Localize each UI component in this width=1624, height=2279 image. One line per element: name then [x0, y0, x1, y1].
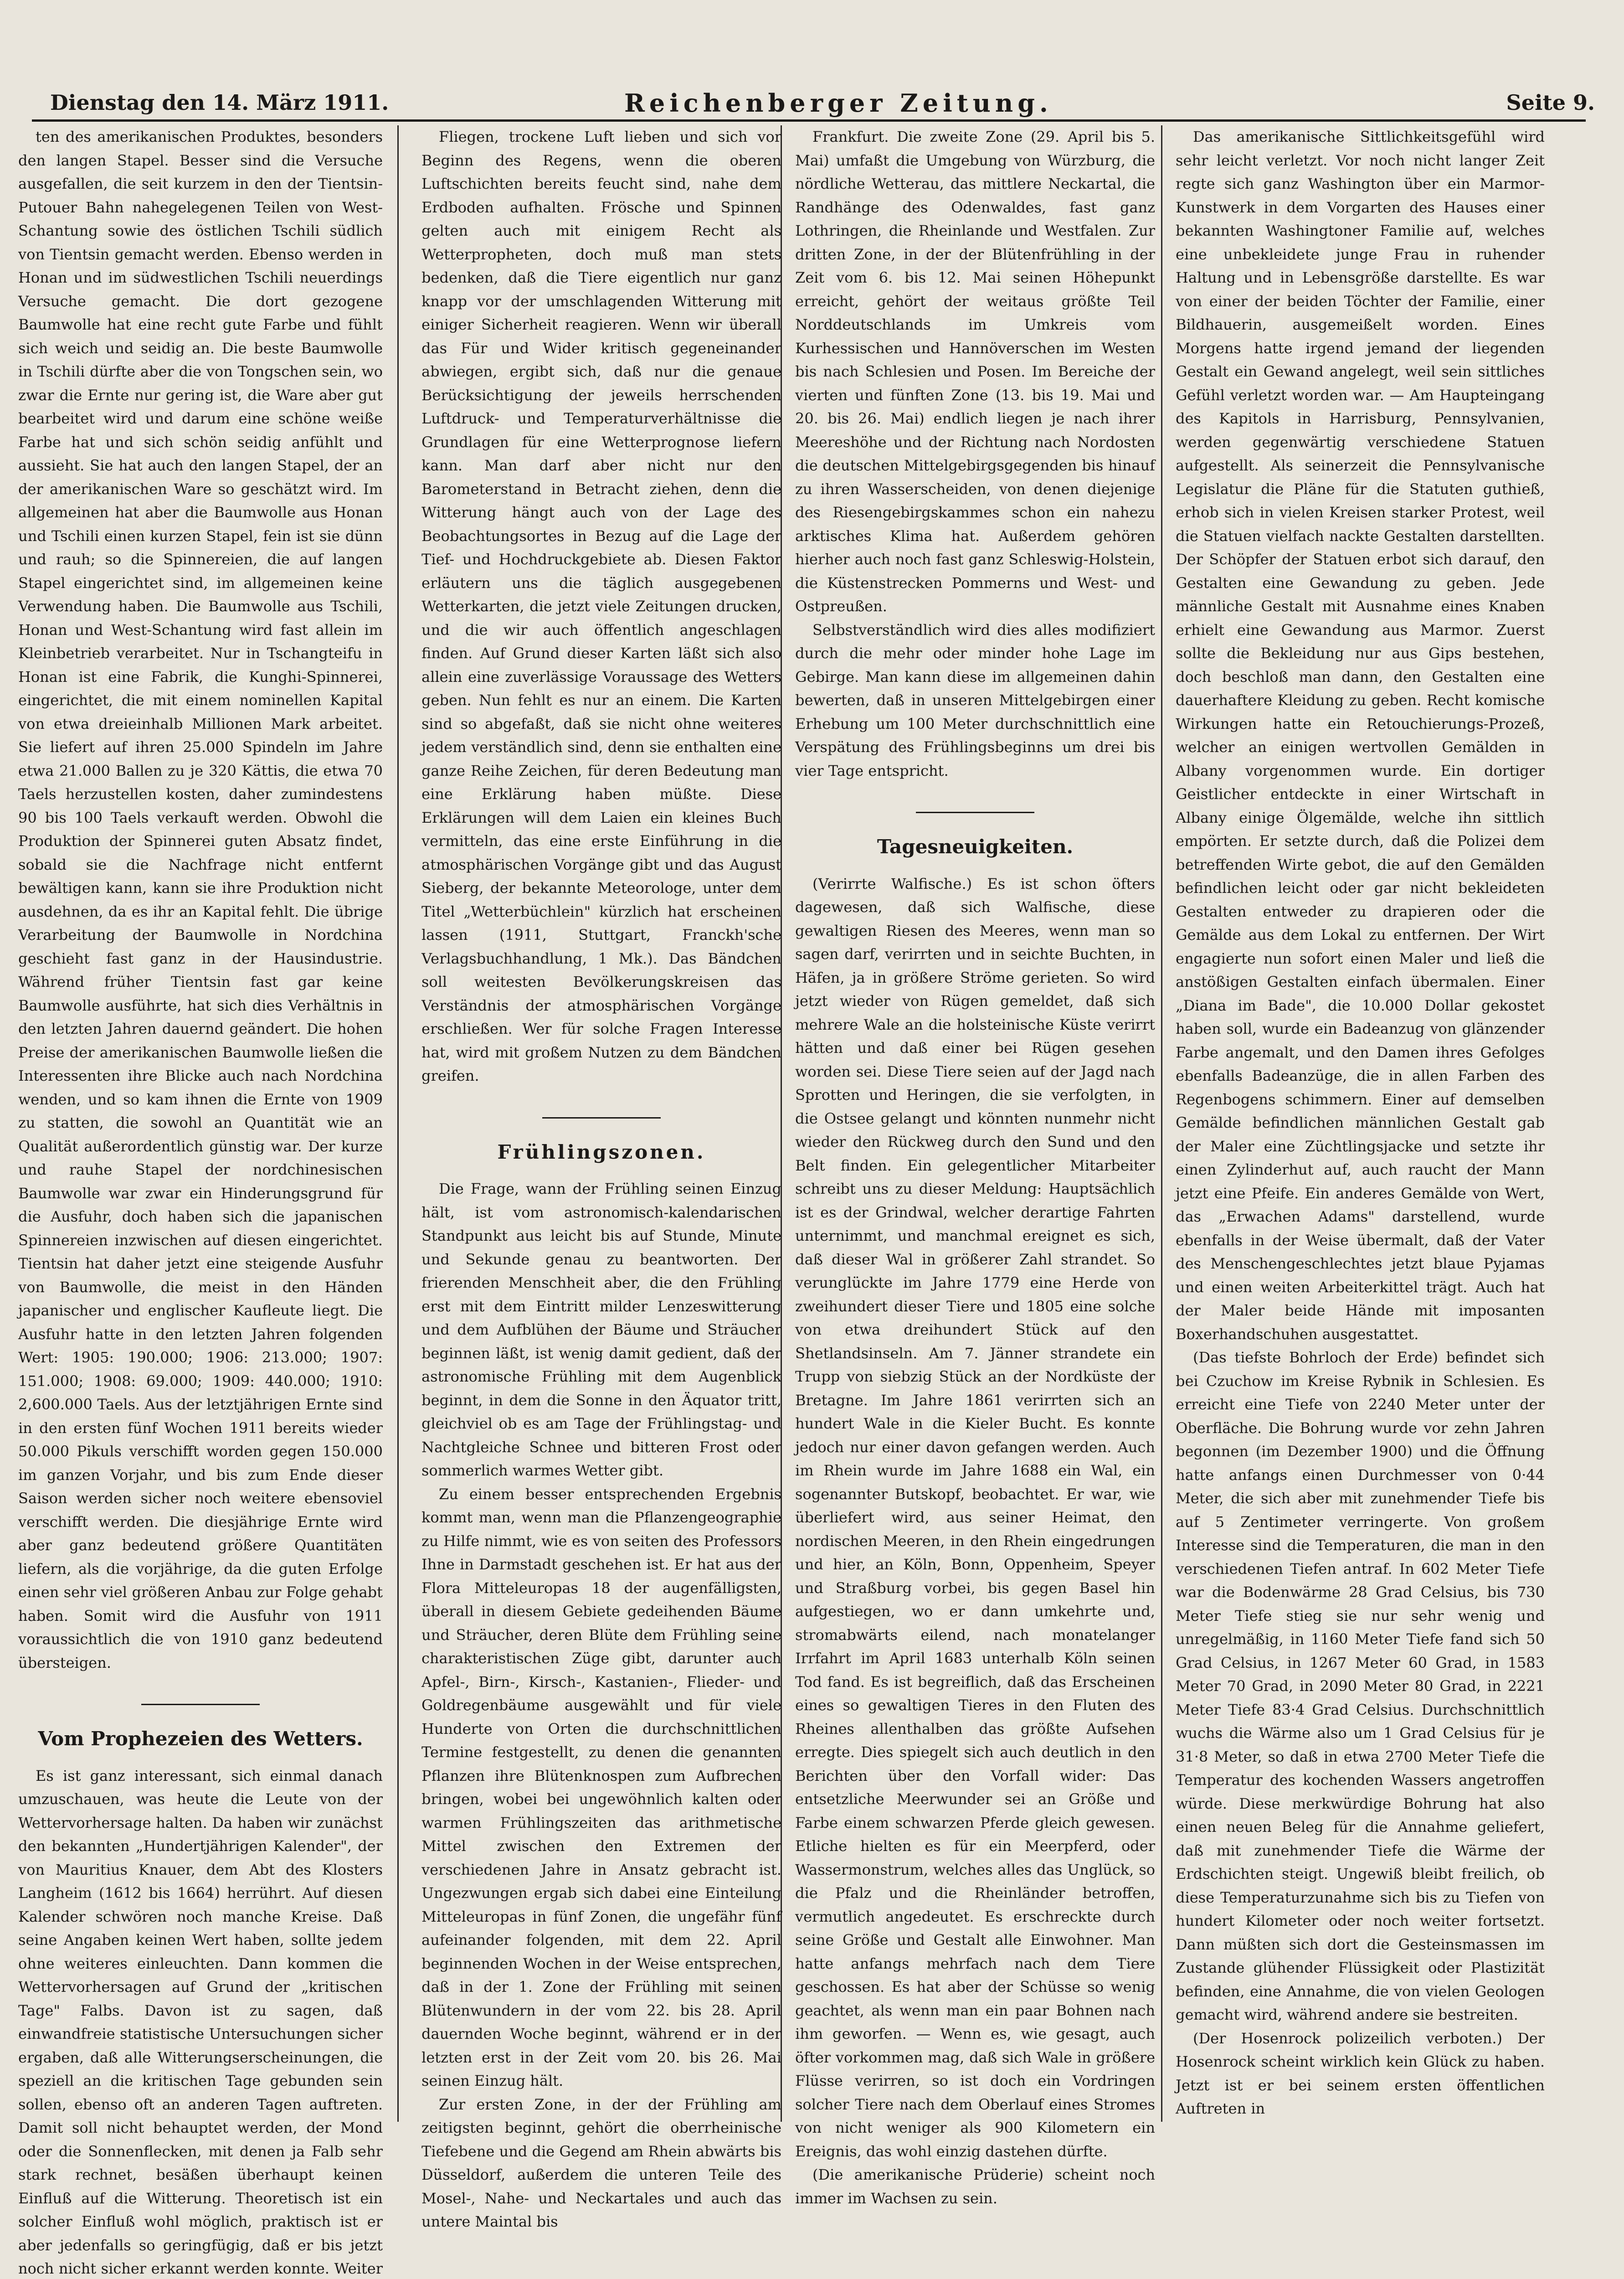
- article-text: Zur ersten Zone, in der der Frühling am zeitigsten beginnt, gehört die oberrheinische Tiefebene und die Gegend am Rhein abwärts bis Düsseldorf, außerdem die unteren Teile des Mosel-, Nahe- und Neckartales und auch das untere Maintal bis: [421, 2093, 781, 2234]
- article-separator: [542, 1117, 661, 1119]
- article-text: Frankfurt. Die zweite Zone (29. April bis 5. Mai) umfaßt die Umgebung von Würzburg, die nördliche Wetterau, das mittlere Neckartal, die Randhänge des Odenwaldes, fast ganz Lothringen, die Rheinlande und Westfalen. Zur dritten Zone, in der der Blütenfrühling in der Zeit vom 6. bis 12. Mai seinen Höhepunkt erreicht, gehört der weitaus größte Teil Norddeutschlands im Umkreis vom Kurhessischen und Hannöverschen im Westen bis nach Schlesien und Posen. Im Bereiche der vierten und fünften Zone (13. bis 19. Mai und 20. bis 26. Mai) endlich liegen je nach ihrer Meereshöhe und der Richtung nach Nordosten die deutschen Mittelgebirgsgegenden bis hinauf zu ihren Wasserscheiden, von denen diejenige des Riesengebirgskammes schon ein nahezu arktisches Klima hat. Außerdem gehören hierher auch noch fast ganz Schleswig-Holstein, die Küstenstrecken Pommerns und West- und Ostpreußen.: [795, 125, 1155, 619]
- article-text: Die Frage, wann der Frühling seinen Einzug hält, ist vom astronomisch-kalendarischen Standpunkt aus leicht bis auf Stunde, Minute und Sekunde genau zu beantworten. Der frierenden Menschheit aber, die den Frühling erst mit dem Eintritt milder Lenzeswitterung und dem Aufblühen der Bäume und Sträucher beginnen läßt, ist wenig damit gedient, daß der astronomische Frühling mit dem Augenblick beginnt, in dem die Sonne in den Äquator tritt, gleichviel ob es am Tage der Frühlingstag- und Nachtgleiche Schnee und bitteren Frost oder sommerlich warmes Wetter gibt.: [421, 1177, 781, 1483]
- column-divider: [1161, 125, 1162, 2122]
- article-text: Zu einem besser entsprechenden Ergebnis kommt man, wenn man die Pflanzengeographie zu Hilfe nimmt, wie es von seiten des Professors Ihne in Darmstadt geschehen ist. Er hat aus der Flora Mitteleuropas 18 der augenfälligsten, überall in diesem Gebiete gedeihenden Bäume und Sträucher, deren Blüte dem Frühling seine charakteristischen Züge gibt, darunter auch Apfel-, Birn-, Kirsch-, Kastanien-, Flieder- und Goldregenbäume ausgewählt und für viele Hunderte von Orten die durchschnittlichen Termine festgestellt, zu denen die genannten Pflanzen ihre Blütenknospen zum Aufbrechen bringen, wobei bei ungewöhnlich kalten oder warmen Frühlingszeiten das arithmetische Mittel zwischen den Extremen der verschiedenen Jahre in Ansatz gebracht ist. Ungezwungen ergab sich dabei eine Einteilung Mitteleuropas in fünf Zonen, die ungefähr fünf aufeinander folgenden, mit dem 22. April beginnenden Wochen in der Weise entsprechen, daß in der 1. Zone der Frühling mit seinen Blütenwundern in der vom 22. bis 28. April dauernden Woche beginnt, während er in der letzten erst in der Zeit vom 20. bis 26. Mai seinen Einzug hält.: [421, 1483, 781, 2093]
- article-text: ten des amerikanischen Produktes, besonders den langen Stapel. Besser sind die Versuche ausgefallen, die seit kurzem in den der Tientsin-Putouer Bahn nahegelegenen Teilen von West-Schantung sowie des östlichen Tschili südlich von Tientsin gemacht werden. Ebenso werden in Honan und im südwestlichen Tschili neuerdings Versuche gemacht. Die dort gezogene Baumwolle hat eine recht gute Farbe und fühlt sich weich und seidig an. Die beste Baumwolle in Tschili dürfte aber die von Tongschen sein, wo zwar die Ernte nur gering ist, die Ware aber gut bearbeitet wird und darum eine schöne weiße Farbe hat und sich schön seidig anfühlt und aussieht. Sie hat auch den langen Stapel, der an der amerikanischen Ware so geschätzt wird. Im allgemeinen hat aber die Baumwolle aus Honan und Tschili einen kurzen Stapel, fein ist sie dünn und rauh; so die Spinnereien, die auf langen Stapel eingerichtet sind, im allgemeinen keine Verwendung haben. Die Baumwolle aus Tschili, Honan und West-Schantung wird fast allein im Kleinbetrieb verarbeitet. Nur in Tschangteifu in Honan ist eine Fabrik, die Kunghi-Spinnerei, eingerichtet, die mit einem nominellen Kapital von etwa dreieinhalb Millionen Mark arbeitet. Sie liefert auf ihren 25.000 Spindeln im Jahre etwa 21.000 Ballen zu je 320 Kättis, die etwa 70 Taels herzustellen kosten, daher zumindestens 90 bis 100 Taels verkauft werden. Obwohl die Produktion der Spinnerei guten Absatz findet, sobald sie die Nachfrage nicht entfernt bewältigen kann, kann sie ihre Produktion nicht ausdehnen, da es ihr an Kapital fehlt. Die übrige Verarbeitung der Baumwolle in Nordchina geschieht fast ganz in der Hausindustrie. Während früher Tientsin fast gar keine Baumwolle ausführte, hat sich dies Verhältnis in den letzten Jahren dauernd geändert. Die hohen Preise der amerikanischen Baumwolle ließen die Interessenten ihre Blicke auch nach Nordchina wenden, und so kam ihnen die Ernte von 1909 zu statten, die sowohl an Quantität wie an Qualität außerordentlich günstig war. Der kurze und rauhe Stapel der nordchinesischen Baumwolle war zwar ein Hinderungsgrund für die Ausfuhr, doch haben sich die japanischen Spinnereien inzwischen auf diesen eingerichtet. Tientsin hat daher jetzt eine steigende Ausfuhr von Baumwolle, die meist in den Händen japanischer und englischer Kaufleute liegt. Die Ausfuhr hatte in den letzten Jahren folgenden Wert: 1905: 190.000; 1906: 213.000; 1907: 151.000; 1908: 69.000; 1909: 440.000; 1910: 2,600.000 Taels. Aus der letztjährigen Ernte sind in den ersten fünf Wochen 1911 bereits wieder 50.000 Pikuls verschifft worden gegen 150.000 im ganzen Vorjahr, und bis zum Ende dieser Saison werden sicher noch weitere ebensoviel verschifft werden. Die diesjährige Ernte wird aber ganz bedeutend größere Quantitäten liefern, als die vorjährige, da die guten Erfolge einen sehr viel größeren Anbau zur Folge gehabt haben. Somit wird die Ausfuhr von 1911 voraussichtlich die von 1910 ganz bedeutend übersteigen.: [18, 125, 383, 1675]
- article-text: (Verirrte Walfische.) Es ist schon öfters dagewesen, daß sich Walfische, diese gewaltigen Riesen des Meeres, wenn man so sagen darf, verirrten und in seichte Buchten, in Häfen, ja in größere Ströme gerieten. So wird jetzt wieder von Rügen gemeldet, daß sich mehrere Wale an die holsteinische Küste verirrt hätten und daß einer bei Rügen gesehen worden sei. Diese Tiere seien auf der Jagd nach Sprotten und Heringen, die sie verfolgten, in die Ostsee gelangt und könnten nunmehr nicht wieder den Rückweg durch den Sund und den Belt finden. Ein gelegentlicher Mitarbeiter schreibt uns zu dieser Meldung: Hauptsächlich ist es der Grindwal, welcher derartige Fahrten unternimmt, und manchmal ereignet es sich, daß dieser Wal in größerer Zahl strandet. So verunglückte im Jahre 1779 eine Herde von zweihundert dieser Tiere und 1805 eine solche von etwa dreihundert Stück auf den Shetlandsinseln. Am 7. Jänner strandete ein Trupp von siebzig Stück an der Nordküste der Bretagne. Im Jahre 1861 verirrten sich an hundert Wale in die Kieler Bucht. Es konnte jedoch nur einer davon gefangen werden. Auch im Rhein wurde im Jahre 1688 ein Wal, ein sogenannter Butskopf, beobachtet. Er war, wie überliefert wird, aus seiner Heimat, den nordischen Meeren, in den Rhein eingedrungen und hier, an Köln, Bonn, Oppenheim, Speyer und Straßburg vorbei, bis gegen Basel hin aufgestiegen, wo er dann umkehrte und, stromabwärts eilend, nach monatelanger Irrfahrt im April 1683 unterhalb Köln seinen Tod fand. Es ist begreiflich, daß das Erscheinen eines so gewaltigen Tieres in den Fluten des Rheines allenthalben das größte Aufsehen erregte. Dies spiegelt sich auch deutlich in den Berichten über den Vorfall wider: Das entsetzliche Meerwunder sei an Größe und Farbe einem schwarzen Pferde gleich gewesen. Etliche hielten es für ein Meerpferd, oder Wassermonstrum, welches alles das Unglück, so die Pfalz und die Rheinländer betroffen, vermutlich angedeutet. Es erschreckte durch seine Größe und Gestalt alle Einwohner. Man hatte anfangs mehrfach nach dem Tiere geschossen. Es hat aber der Schüsse so wenig geachtet, als wenn man ein paar Bohnen nach ihm geworfen. — Wenn es, wie gesagt, auch öfter vorkommen mag, daß sich Wale in größere Flüsse verirren, so ist doch ein Vordringen solcher Tiere nach dem Oberlauf eines Stromes von nicht weniger als 900 Kilometern ein Ereignis, das wohl einzig dastehen dürfte.: [795, 872, 1155, 2164]
- article-separator: [916, 812, 1034, 813]
- article-text: Das amerikanische Sittlichkeitsgefühl wird sehr leicht verletzt. Vor noch nicht langer Zeit regte sich ganz Washington über ein Marmor-Kunstwerk in dem Vorgarten des Hauses einer bekannten Washingtoner Familie auf, welches eine unbekleidete junge Frau in ruhender Haltung und in Lebensgröße darstellte. Es war von einer der beiden Töchter der Familie, einer Bildhauerin, ausgemeißelt worden. Eines Morgens hatte irgend jemand der liegenden Gestalt ein Gewand angelegt, weil sein sittliches Gefühl verletzt worden war. — Am Haupteingang des Kapitols in Harrisburg, Pennsylvanien, werden gegenwärtig verschiedene Statuen aufgestellt. Als seinerzeit die Pennsylvanische Legislatur die Pläne für die Statuten guthieß, erhob sich in vielen Kreisen starker Protest, weil die Statuen vielfach nackte Gestalten darstellten. Der Schöpfer der Statuen erbot sich darauf, den Gestalten eine Gewandung zu geben. Jede männliche Gestalt mit Ausnahme eines Knaben erhielt eine Gewandung aus Marmor. Zuerst sollte die Bekleidung nur aus Gips bestehen, doch beschloß man dann, den Gestalten eine dauerhaftere Kleidung zu geben. Recht komische Wirkungen hatte ein Retouchierungs-Prozeß, welcher an einigen wertvollen Gemälden in Albany vorgenommen wurde. Ein dortiger Geistlicher entdeckte in einer Wirtschaft in Albany einige Ölgemälde, welche ihn sittlich empörten. Er setzte durch, daß die Polizei dem betreffenden Wirte gebot, die auf den Gemälden befindlichen leicht oder gar nicht bekleideten Gestalten entweder zu drapieren oder die Gemälde aus dem Lokal zu entfernen. Der Wirt engagierte nun sofort einen Maler und ließ die anstößigen Gestalten einfach übermalen. Einer „Diana im Bade", die 10.000 Dollar gekostet haben soll, wurde ein Badeanzug von glänzender Farbe angemalt, und den Damen ihres Gefolges ebenfalls Badeanzüge, die in allen Farben des Regenbogens schimmern. Einer auf demselben Gemälde befindlichen männlichen Gestalt gab der Maler eine Züchtlingsjacke und setzte ihr einen Zylinderhut auf, auch raucht der Mann jetzt eine Pfeife. Ein anderes Gemälde von Wert, das „Erwachen Adams" darstellend, wurde ebenfalls in der Weise übermalt, daß der Vater des Menschengeschlechtes jetzt blaue Pyjamas und einen weiten Arbeiterkittel trägt. Auch hat der Maler beide Hände mit imposanten Boxerhandschuhen ausgestattet.: [1176, 125, 1545, 1346]
- page-header: [32, 82, 1599, 123]
- article-text: (Der Hosenrock polizeilich verboten.) Der Hosenrock scheint wirklich kein Glück zu haben. Jetzt ist er bei seinem ersten öffentlichen Auftreten in: [1176, 2027, 1545, 2121]
- article-text: Selbstverständlich wird dies alles modifiziert durch die mehr oder minder hohe Lage im Gebirge. Man kann diese im allgemeinen dahin bewerten, daß in unseren Mittelgebirgen einer Erhebung um 100 Meter durchschnittlich eine Verspätung des Frühlingsbeginns um drei bis vier Tage entspricht.: [795, 619, 1155, 783]
- header-date: Dienstag den 14. März 1911.: [50, 90, 389, 115]
- column-3: [795, 125, 1155, 2126]
- page-number: Seite 9.: [1506, 90, 1595, 115]
- article-heading: Vom Prophezeien des Wetters.: [18, 1727, 383, 1751]
- masthead-title: Reichenberger Zeitung.: [624, 88, 1053, 118]
- article-text: Es ist ganz interessant, sich einmal danach umzuschauen, was heute die Leute von der Wettervorhersage halten. Da haben wir zunächst den bekannten „Hundertjährigen Kalender", der von Mauritius Knauer, dem Abt des Klosters Langheim (1612 bis 1664) herrührt. Auf diesen Kalender schwören noch manche Kreise. Daß seine Angaben keinen Wert haben, sollte jedem ohne weiteres einleuchten. Dann kommen die Wettervorhersagen auf Grund der „kritischen Tage" Falbs. Davon ist zu sagen, daß einwandfreie statistische Untersuchungen sicher ergaben, daß alle Witterungserscheinungen, die speziell an die kritischen Tage gebunden sein sollen, ebenso oft an anderen Tagen auftreten. Damit soll nicht behauptet werden, der Mond oder die Sonnenflecken, mit denen ja Falb sehr stark rechnet, besäßen überhaupt keinen Einfluß auf die Witterung. Theoretisch ist ein solcher Einfluß wohl möglich, praktisch ist er aber jedenfalls so geringfügig, daß er bis jetzt noch nicht sicher erkannt werden konnte. Weiter: [18, 1764, 383, 2279]
- column-divider: [397, 125, 399, 2122]
- column-2: [421, 125, 781, 2126]
- column-4: [1176, 125, 1545, 2126]
- article-heading: Tagesneuigkeiten.: [795, 835, 1155, 859]
- column-1: [18, 125, 383, 2126]
- article-text: Fliegen, trockene Luft lieben und sich vor Beginn des Regens, wenn die oberen Luftschichten bereits feucht sind, nahe dem Erdboden aufhalten. Frösche und Spinnen gelten auch mit einigem Recht als Wetterpropheten, doch muß man stets bedenken, daß die Tiere eigentlich nur ganz knapp vor der umschlagenden Witterung mit einiger Sicherheit reagieren. Wenn wir überall das Für und Wider kritisch gegeneinander abwiegen, ergibt sich, daß nur die genaue Berücksichtigung der jeweils herrschenden Luftdruck- und Temperaturverhältnisse die Grundlagen für eine Wetterprognose liefern kann. Man darf aber nicht nur den Barometerstand in Betracht ziehen, denn die Witterung hängt auch von der Lage des Beobachtungsortes in Bezug auf die Lage der Tief- und Hochdruckgebiete ab. Diesen Faktor erläutern uns die täglich ausgegebenen Wetterkarten, die jetzt viele Zeitungen drucken, und die wir auch öffentlich angeschlagen finden. Auf Grund dieser Karten läßt sich also allein eine zuverlässige Voraussage des Wetters geben. Nun fehlt es nur an einem. Die Karten sind so abgefaßt, daß sie nicht ohne weiteres jedem verständlich sind, denn sie enthalten eine ganze Reihe Zeichen, für deren Bedeutung man eine Erklärung haben müßte. Diese Erklärungen will dem Laien ein kleines Buch vermitteln, das eine erste Einführung in die atmosphärischen Vorgänge gibt und das August Sieberg, der bekannte Meteorologe, unter dem Titel „Wetterbüchlein" kürzlich hat erscheinen lassen (1911, Stuttgart, Franckh'sche Verlagsbuchhandlung, 1 Mk.). Das Bändchen soll weitesten Bevölkerungskreisen das Verständnis der atmosphärischen Vorgänge erschließen. Wer für solche Fragen Interesse hat, wird mit großem Nutzen zu dem Bändchen greifen.: [421, 125, 781, 1088]
- header-rule: [32, 119, 1586, 122]
- article-heading: Frühlingszonen.: [421, 1140, 781, 1164]
- article-text: (Das tiefste Bohrloch der Erde) befindet sich bei Czuchow im Kreise Rybnik in Schlesien. Es erreicht eine Tiefe von 2240 Meter unter der Oberfläche. Die Bohrung wurde vor zehn Jahren begonnen (im Dezember 1900) und die Öffnung hatte anfangs einen Durchmesser von 0·44 Meter, die sich aber mit zunehmender Tiefe bis auf 5 Zentimeter verringerte. Von großem Interesse sind die Temperaturen, die man in den verschiedenen Tiefen antraf. In 602 Meter Tiefe war die Bodenwärme 28 Grad Celsius, bis 730 Meter Tiefe stieg sie nur sehr wenig und unregelmäßig, in 1160 Meter Tiefe fand sich 50 Grad Celsius, in 1267 Meter 60 Grad, in 1583 Meter 70 Grad, in 2090 Meter 80 Grad, in 2221 Meter Tiefe 83·4 Grad Celsius. Durchschnittlich wuchs die Wärme also um 1 Grad Celsius für je 31·8 Meter, so daß in etwa 2700 Meter Tiefe die Temperatur des kochenden Wassers angetroffen würde. Diese merkwürdige Bohrung hat also einen neuen Beleg für die Annahme geliefert, daß mit zunehmender Tiefe die Wärme der Erdschichten steigt. Ungewiß bleibt freilich, ob diese Temperaturzunahme sich bis zu Tiefen von hundert Kilometer oder noch weiter fortsetzt. Dann müßten sich dort die Gesteinsmassen im Zustande glühender Flüssigkeit oder Plastizität befinden, eine Annahme, die von vielen Geologen gemacht wird, während andere sie bestreiten.: [1176, 1346, 1545, 2027]
- article-separator: [141, 1704, 260, 1705]
- article-text: (Die amerikanische Prüderie) scheint noch immer im Wachsen zu sein.: [795, 2163, 1155, 2210]
